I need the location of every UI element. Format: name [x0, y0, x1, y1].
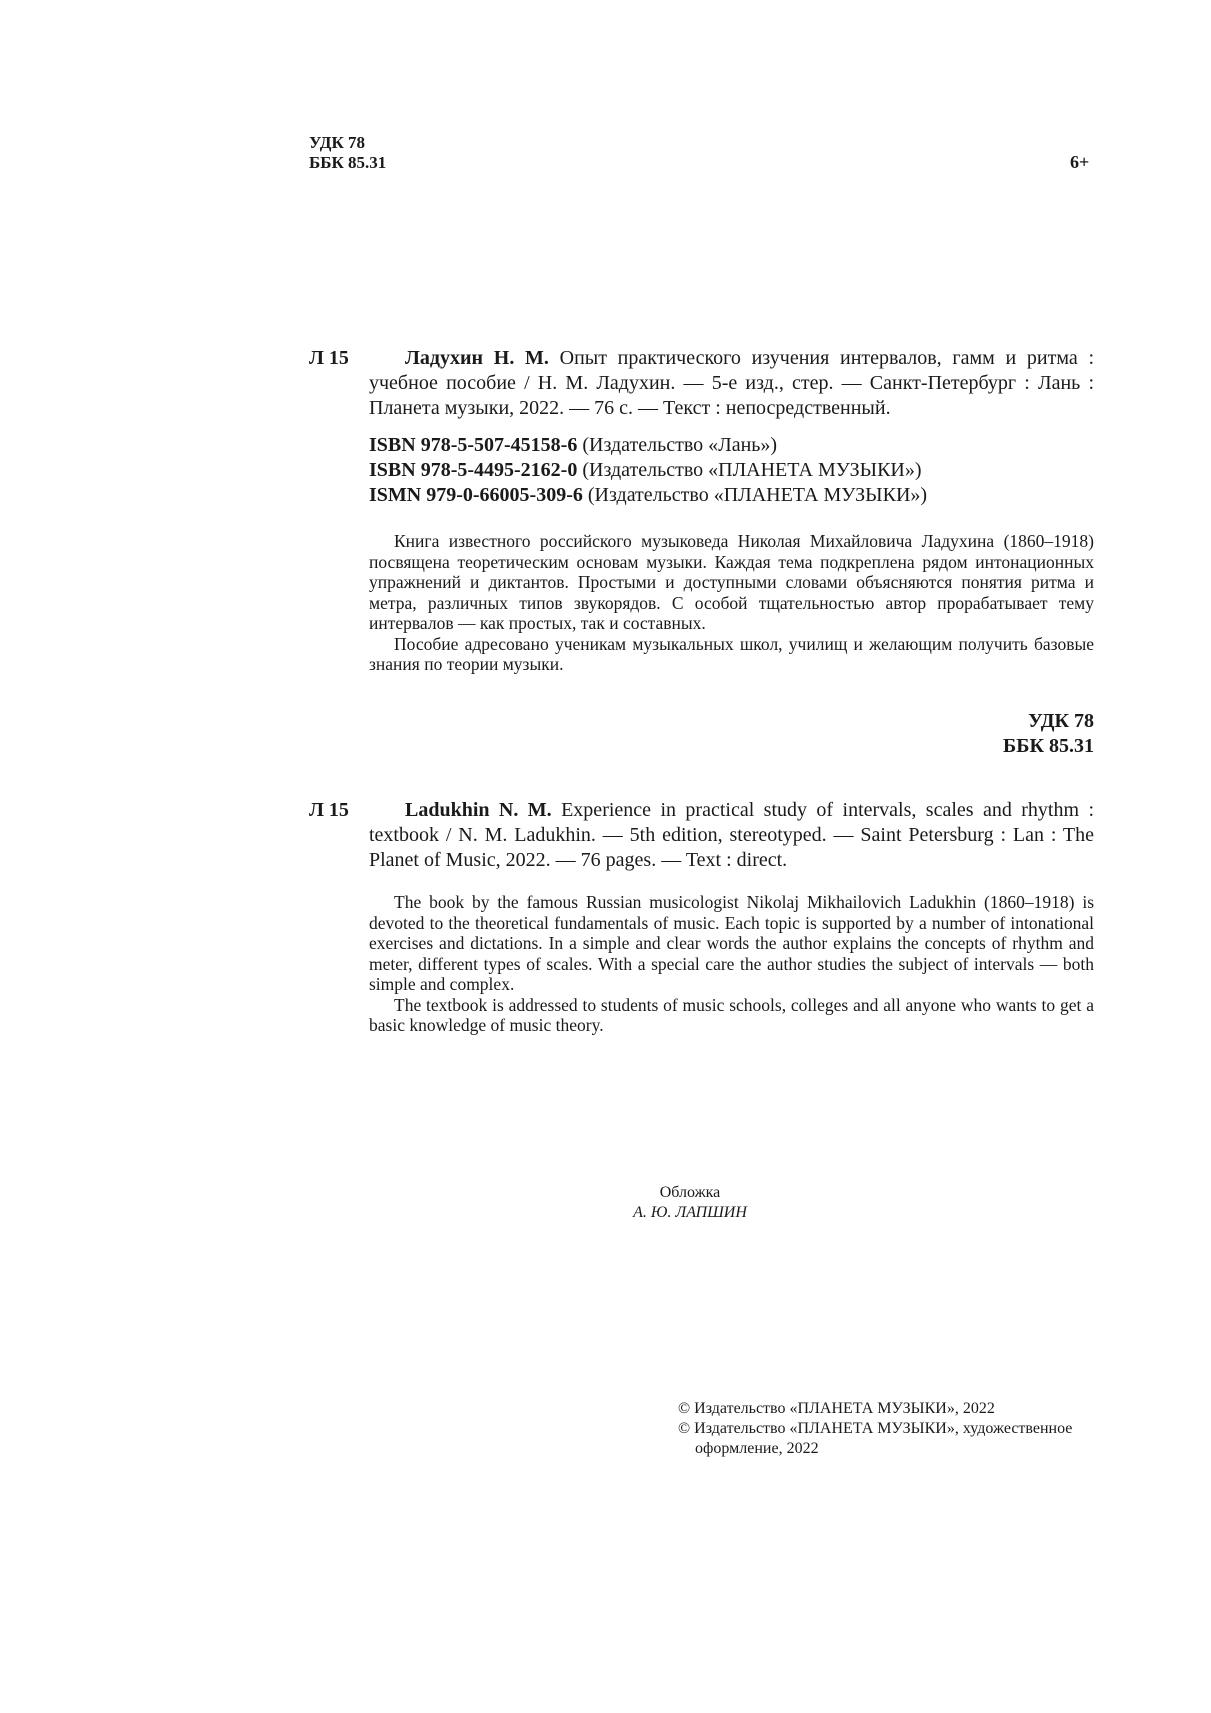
isbn-list: [369, 433, 927, 508]
en-author-name: Ladukhin N. M.: [405, 799, 552, 821]
ru-abstract-paragraph: Пособие адресовано ученикам музыкальных школ, училищ и желающим получить базовые знания по теории музыки.: [369, 633, 1094, 674]
cover-artist: А. Ю. ЛАПШИН: [633, 1204, 747, 1221]
isbn-number: ISBN 978-5-507-45158-6: [369, 434, 578, 456]
ru-classification-codes: [900, 709, 1094, 759]
en-bibliographic-entry: [369, 798, 1094, 873]
ru-abstract-paragraph: Книга известного российского музыковеда Николая Михайловича Ладухина (1860–1918) посвящена теоретическим основам музыки. Каждая тема подкреплена рядом интонационных упражнений и диктантов. Простыми и доступными словами объясняются понятия ритма и метра, различных типов звукорядов. С особой тщательностью автор прорабатывает тему интервалов — как простых, так и составных.: [369, 531, 1094, 633]
isbn-publisher: (Издательство «Лань»): [582, 434, 778, 456]
en-entry-text: Experience in practical study of intervals, scales and rhythm : textbook / N. M. Ladukhin. — 5th edition, stereotyped. — Saint Petersburg : Lan : The Planet of Music, 2022. — 76 pages. — Text : direct.: [369, 799, 1094, 871]
ru-entry-text: Опыт практического изучения интервалов, гамм и ритма : учебное пособие / Н. М. Ладухин. — 5-е изд., стер. — Санкт-Петербург : Лань : Планета музыки, 2022. — 76 с. — Текст : непосредственный.: [369, 347, 1095, 419]
en-abstract-paragraph: The textbook is addressed to students of music schools, colleges and all anyone who wants to get a basic knowledge of music theory.: [369, 994, 1094, 1035]
ru-bbk: ББК 85.31: [1003, 735, 1094, 757]
ru-author-code: Л 15: [309, 347, 349, 369]
copyright-line: © Издательство «ПЛАНЕТА МУЗЫКИ», художественное оформление, 2022: [678, 1420, 1073, 1457]
isbn-publisher: (Издательство «ПЛАНЕТА МУЗЫКИ»): [582, 459, 922, 481]
en-abstract: [369, 892, 1094, 1036]
ismn-publisher: (Издательство «ПЛАНЕТА МУЗЫКИ»): [587, 484, 928, 506]
ismn-line: [369, 483, 927, 508]
age-rating: 6+: [1070, 152, 1090, 172]
cover-credit: [500, 1183, 880, 1223]
cover-label: Обложка: [659, 1184, 721, 1201]
isbn-line: [369, 458, 927, 483]
isbn-line: [369, 433, 927, 458]
ismn-number: ISMN 979-0-66005-309-6: [369, 484, 583, 506]
isbn-number: ISBN 978-5-4495-2162-0: [369, 459, 578, 481]
top-udk: УДК 78: [309, 133, 366, 152]
top-bbk: ББК 85.31: [309, 153, 387, 172]
en-abstract-paragraph: The book by the famous Russian musicologist Nikolaj Mikhailovich Ladukhin (1860–1918) is devoted to the theoretical fundamentals of music. Each topic is supported by a number of intonational exercises and dictations. In a simple and clear words the author explains the concepts of rhythm and meter, different types of scales. With a special care the author studies the subject of intervals — both simple and complex.: [369, 892, 1094, 994]
copyright-block: [678, 1399, 1096, 1459]
ru-abstract: [369, 531, 1094, 675]
top-classification-codes: [309, 133, 386, 173]
en-author-code: Л 15: [309, 799, 349, 821]
copyright-line: © Издательство «ПЛАНЕТА МУЗЫКИ», 2022: [678, 1400, 995, 1417]
ru-author-name: Ладухин Н. М.: [405, 347, 549, 369]
ru-bibliographic-entry: [369, 346, 1094, 421]
ru-udk: УДК 78: [1028, 710, 1094, 732]
